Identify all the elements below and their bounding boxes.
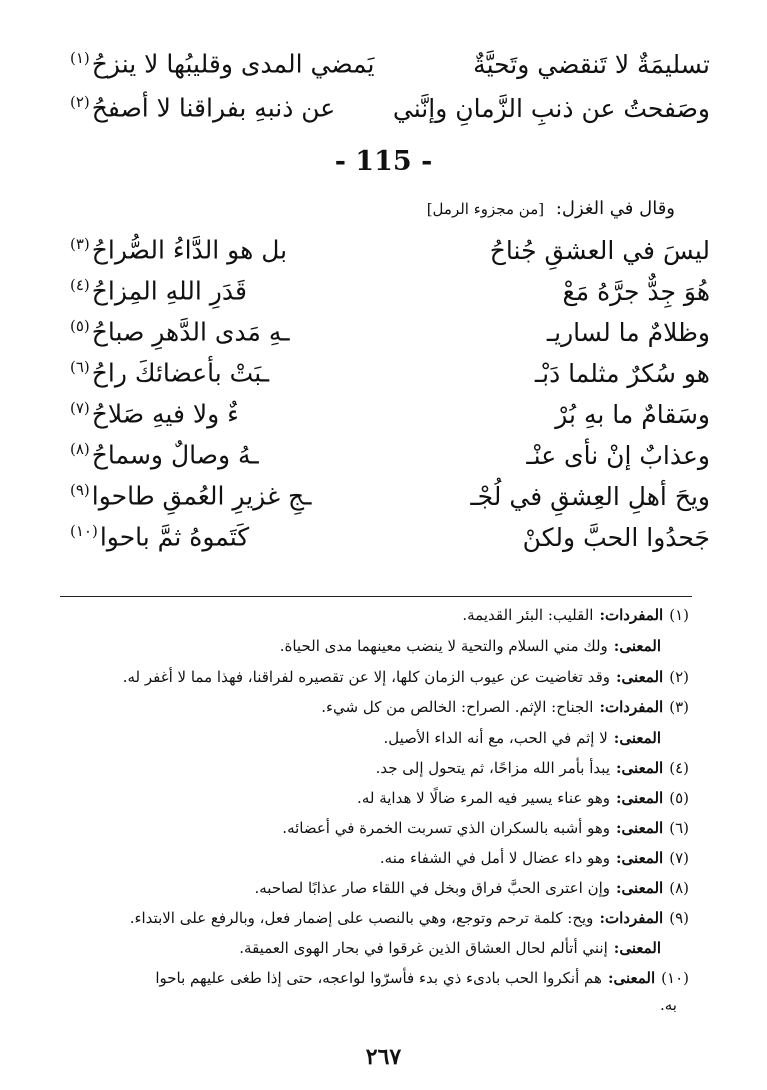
footnote-label: المفردات:: [599, 606, 664, 624]
verse-hemistich-left: [70, 276, 247, 305]
footnote-label: المعنى:: [613, 939, 661, 957]
verse-hemistich-left: [70, 317, 290, 346]
footnote-text: لا إثم في الحب، مع أنه الداء الأصيل.: [383, 729, 608, 747]
verse-text: ـبَتْ بأعضائكَ راحُ: [91, 358, 270, 388]
verse-hemistich-right: وصَفحتُ عن ذنبِ الزَّمانِ وإنَّني: [392, 93, 710, 123]
verse-line: [70, 271, 710, 311]
footnote: [47, 635, 667, 657]
verse-line: [70, 230, 710, 270]
verse-hemistich-right: ويحَ أهلِ العِشقِ في لُجْـ: [470, 481, 710, 511]
footnote-label: المعنى:: [616, 819, 664, 837]
footnote-number: (٦): [669, 819, 689, 837]
verse-text: يَمضي المدى وقليبُها لا ينزحُ: [91, 49, 375, 79]
verse-text: ءٌ ولا فيهِ صَلاحُ: [91, 399, 239, 429]
footnote-text: وهو داء عضال لا أمل في الشفاء منه.: [379, 849, 610, 867]
footnote-label: المفردات:: [599, 698, 664, 716]
footnote: [69, 757, 689, 779]
footnote-text: وهو أشبه بالسكران الذي تسربت الخمرة في أعضائه.: [282, 819, 610, 837]
footnote-number: (٨): [669, 879, 689, 897]
footnote-label: المعنى:: [616, 759, 664, 777]
footnote-text: الجناح: الإثم. الصراح: الخالص من كل شيء.: [321, 698, 594, 716]
footnote-label: المعنى:: [607, 969, 656, 987]
footnote-label: المفردات:: [599, 909, 664, 927]
footnote: [69, 787, 689, 809]
footnote: [69, 994, 689, 1016]
footnote-text: ويح: كلمة ترحم وتوجع، وهي بالنصب على إضمار فعل، وبالرفع على الابتداء.: [129, 909, 594, 927]
footnote-marker: (٤): [70, 276, 90, 295]
footnote-label: المعنى:: [613, 637, 661, 655]
poem-intro-text: وقال في الغزل:: [555, 198, 675, 219]
footnote-number: (١): [669, 606, 689, 624]
verse-text: قَدَرِ اللهِ المِزاحُ: [91, 276, 247, 306]
footnote-label: المعنى:: [616, 789, 664, 807]
footnote: [69, 877, 689, 899]
footnote-number: (١٠): [661, 969, 689, 987]
verse-line: [70, 353, 710, 393]
footnote-marker: (٦): [70, 358, 90, 377]
footnote: [47, 937, 667, 959]
footnote-number: (٣): [669, 698, 689, 716]
footnote-marker: (٥): [70, 317, 90, 336]
footnote-number: (٤): [669, 759, 689, 777]
footnote: [69, 604, 689, 626]
footnote-label: المعنى:: [613, 729, 661, 747]
footnote-text: وإن اعترى الحبَّ فراق وبخل في اللقاء صار عذابًا لصاحبه.: [254, 879, 610, 897]
poem-meter: [من مجزوء الرمل]: [426, 200, 545, 218]
verse-line: [70, 88, 710, 128]
footnote: [69, 696, 689, 718]
verse-hemistich-left: [70, 440, 259, 469]
verse-text: ـهُ وصالٌ وسماحُ: [91, 440, 259, 470]
verse-hemistich-right: وعذابٌ إنْ نأى عنْـ: [526, 440, 710, 470]
footnote-marker: (٣): [70, 235, 90, 254]
verse-hemistich-right: هو سُكرٌ مثلما دَبْـ: [534, 358, 710, 388]
verse-text: ـجِ غزيرِ العُمقِ طاحوا: [91, 481, 312, 511]
footnote: [69, 817, 689, 839]
footnote-text: القليب: البئر القديمة.: [462, 606, 594, 624]
footnote-marker: (١٠): [70, 522, 98, 541]
footnote-divider: [60, 596, 692, 597]
footnote-marker: (٩): [70, 481, 90, 500]
footnote-number: (٥): [669, 789, 689, 807]
footnote-number: (٢): [669, 668, 689, 686]
verse-hemistich-left: [70, 399, 239, 428]
verse-line: [70, 435, 710, 475]
footnote-text: إنني أتألم لحال العشاق الذين غرقوا في بحار الهوى العميقة.: [239, 939, 608, 957]
footnote-text: وقد تغاضيت عن عيوب الزمان كلها، إلا عن تقصيره لفراقنا، فهذا مما لا أغفر له.: [122, 668, 610, 686]
verse-text: كَتَموهُ ثمَّ باحوا: [99, 522, 250, 552]
verse-hemistich-right: ليسَ في العشقِ جُناحُ: [489, 235, 710, 265]
footnote: [47, 727, 667, 749]
verse-hemistich-left: [70, 522, 249, 551]
verse-hemistich-right: جَحدُوا الحبَّ ولكنْ: [522, 522, 710, 552]
verse-hemistich-left: [70, 358, 269, 387]
footnote-marker: (٧): [70, 399, 90, 418]
verse-hemistich-right: وظلامٌ ما لساريـ: [546, 317, 710, 347]
poem-intro: [427, 198, 675, 219]
footnote-text: وهو عناء يسير فيه المرء ضالًا لا هداية له.: [357, 789, 610, 807]
footnote-label: المعنى:: [616, 668, 664, 686]
verse-text: ـهِ مَدى الدَّهرِ صباحُ: [91, 317, 290, 347]
verse-hemistich-right: وسَقامٌ ما بهِ بُرْ: [555, 399, 710, 429]
footnote-text: ولك مني السلام والتحية لا ينضب معينهما مدى الحياة.: [279, 637, 608, 655]
footnote-marker: (١): [70, 49, 90, 68]
footnote: [69, 847, 689, 869]
verse-hemistich-left: [70, 235, 287, 264]
footnote-text: به.: [660, 996, 677, 1014]
footnote-marker: (٨): [70, 440, 90, 459]
verse-hemistich-right: هُوَ جِدٌّ جرَّهُ مَعْ: [562, 276, 710, 306]
verse-line: [70, 476, 710, 516]
footnote-number: (٧): [669, 849, 689, 867]
footnote: [69, 666, 689, 688]
verse-line: [70, 394, 710, 434]
footnote-number: (٩): [669, 909, 689, 927]
page-number: ٢٦٧: [365, 1044, 402, 1070]
verse-line: [70, 517, 710, 557]
verse-hemistich-right: تسليمَةٌ لا تَنقضي وتَحيَّةٌ: [473, 49, 710, 79]
footnote: [69, 967, 689, 989]
verse-text: بل هو الدَّاءُ الصُّراحُ: [91, 235, 288, 265]
footnote-text: هم أنكروا الحب بادىء ذي بدء فأسرّوا لواعجه، حتى إذا طغى عليهم باحوا: [155, 969, 602, 987]
footnote: [69, 907, 689, 929]
verse-hemistich-left: [70, 49, 374, 78]
footnote-marker: (٢): [70, 93, 90, 112]
verse-line: [70, 44, 710, 84]
footnote-label: المعنى:: [616, 879, 664, 897]
verse-line: [70, 312, 710, 352]
poem-number: - 115 -: [334, 146, 433, 177]
verse-hemistich-left: [70, 481, 311, 510]
footnote-text: يبدأ بأمر الله مزاحًا، ثم يتحول إلى جد.: [375, 759, 610, 777]
verse-text: عن ذنبهِ بفراقنا لا أصفحُ: [91, 93, 336, 123]
footnote-label: المعنى:: [616, 849, 664, 867]
verse-hemistich-left: [70, 93, 335, 122]
